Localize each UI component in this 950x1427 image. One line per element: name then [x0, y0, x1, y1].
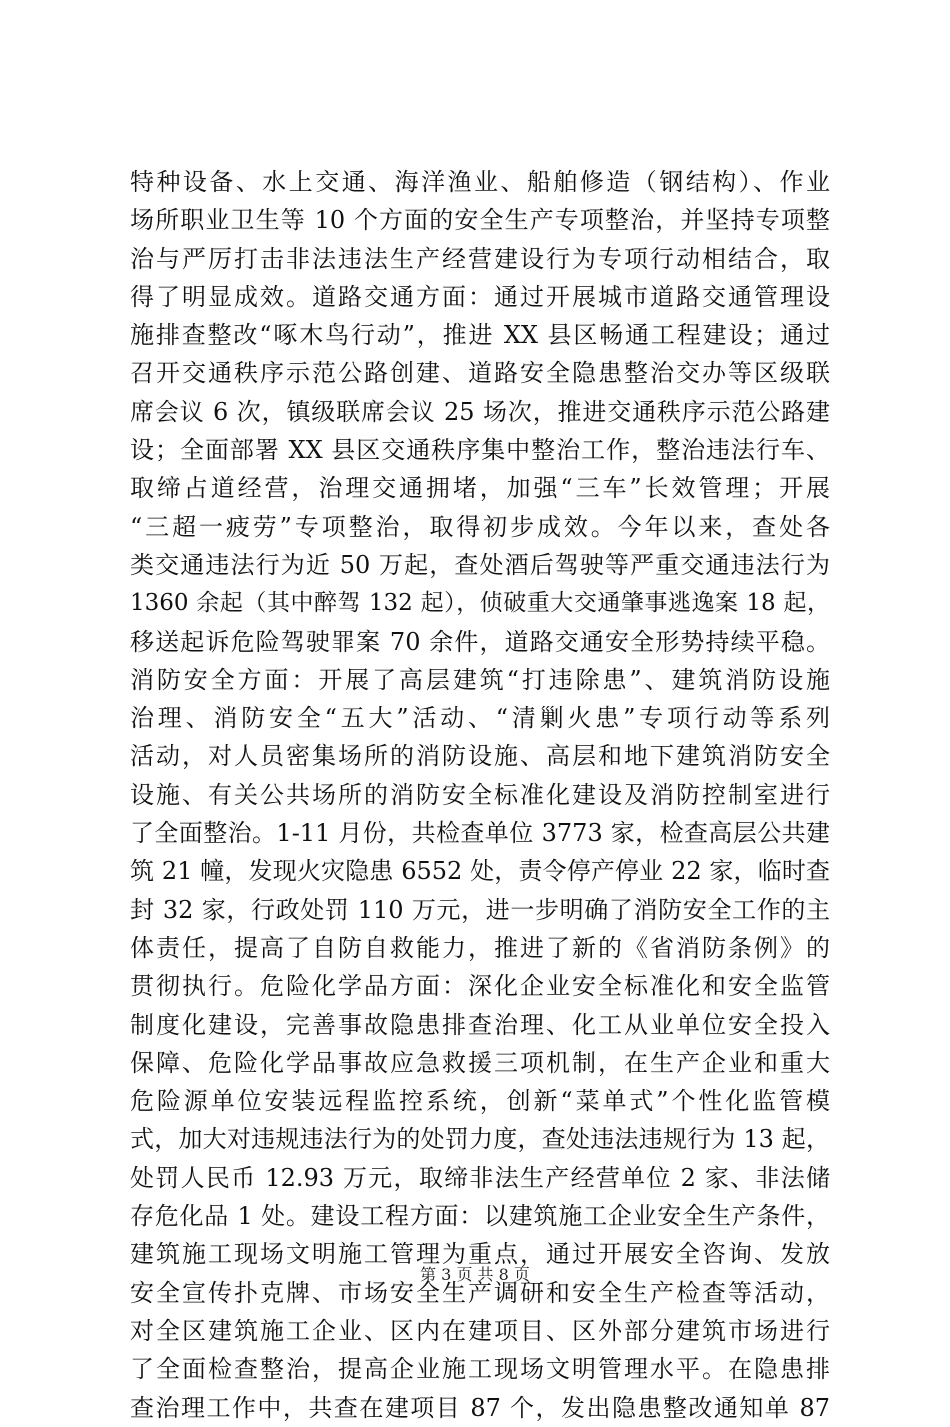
text-line: 安全宣传扑克牌、市场安全生产调研和安全生产检查等活动，: [130, 1278, 830, 1307]
text-line: 施排查整改“啄木鸟行动”，推进 XX 县区畅通工程建设；通过: [130, 321, 830, 350]
text-line: 席会议 6 次，镇级联席会议 25 场次，推进交通秩序示范公路建: [130, 397, 830, 426]
text-line: 处罚人民币 12.93 万元，取缔非法生产经营单位 2 家、非法储: [130, 1163, 830, 1192]
text-line: 筑 21 幢，发现火灾隐患 6552 处，责令停产停业 22 家，临时查: [130, 857, 830, 886]
page-number-label: 第 3 页 共 8 页: [420, 1265, 530, 1284]
text-line: 了全面整治。1-11 月份，共检查单位 3773 家，检查高层公共建: [130, 819, 830, 848]
text-line: 取缔占道经营，治理交通拥堵，加强“三车”长效管理；开展: [130, 474, 830, 503]
text-line: 消防安全方面：开展了高层建筑“打违除患”、建筑消防设施: [130, 665, 830, 694]
text-line: 特种设备、水上交通、海洋渔业、船舶修造（钢结构）、作业: [130, 168, 830, 196]
text-line: 得了明显成效。道路交通方面：通过开展城市道路交通管理设: [130, 282, 830, 311]
text-line: “三超一疲劳”专项整治，取得初步成效。今年以来，查处各: [130, 512, 830, 541]
text-line: 查治理工作中，共查在建项目 87 个，发出隐患整改通知单 87: [130, 1393, 830, 1422]
text-line: 活动，对人员密集场所的消防设施、高层和地下建筑消防安全: [130, 742, 830, 771]
text-line: 建筑施工现场文明施工管理为重点，通过开展安全咨询、发放: [130, 1240, 830, 1269]
text-line: 保障、危险化学品事故应急救援三项机制，在生产企业和重大: [130, 1048, 830, 1077]
text-line: 设；全面部署 XX 县区交通秩序集中整治工作，整治违法行车、: [130, 436, 830, 465]
page-footer: [0, 1262, 950, 1285]
text-line: 场所职业卫生等 10 个方面的安全生产专项整治，并坚持专项整: [130, 206, 830, 235]
text-line: 对全区建筑施工企业、区内在建项目、区外部分建筑市场进行: [130, 1316, 830, 1345]
text-line: 设施、有关公共场所的消防安全标准化建设及消防控制室进行: [130, 780, 830, 809]
text-line: 存危化品 1 处。建设工程方面：以建筑施工企业安全生产条件，: [130, 1202, 830, 1231]
text-line: 治与严厉打击非法违法生产经营建设行为专项行动相结合，取: [130, 244, 830, 273]
text-line: 危险源单位安装远程监控系统，创新“菜单式”个性化监管模: [130, 1087, 830, 1116]
text-line: 封 32 家，行政处罚 110 万元，进一步明确了消防安全工作的主: [130, 895, 830, 924]
text-line: 制度化建设，完善事故隐患排查治理、化工从业单位安全投入: [130, 1010, 830, 1039]
body-text: [130, 163, 830, 1427]
text-line: 体责任，提高了自防自救能力，推进了新的《省消防条例》的: [130, 933, 830, 962]
text-line: 移送起诉危险驾驶罪案 70 余件，道路交通安全形势持续平稳。: [130, 627, 830, 656]
text-line: 了全面检查整治，提高企业施工现场文明管理水平。在隐患排: [130, 1355, 830, 1384]
text-line: 1360 余起（其中醉驾 132 起），侦破重大交通肇事逃逸案 18 起，: [130, 590, 830, 617]
text-line: 式，加大对违规违法行为的处罚力度，查处违法违规行为 13 起，: [130, 1125, 830, 1154]
text-line: 治理、消防安全“五大”活动、“清剿火患”专项行动等系列: [130, 704, 830, 733]
text-line: 贯彻执行。危险化学品方面：深化企业安全标准化和安全监管: [130, 972, 830, 1001]
text-line: 类交通违法行为近 50 万起，查处酒后驾驶等严重交通违法行为: [130, 550, 830, 579]
text-line: 召开交通秩序示范公路创建、道路安全隐患整治交办等区级联: [130, 359, 830, 388]
